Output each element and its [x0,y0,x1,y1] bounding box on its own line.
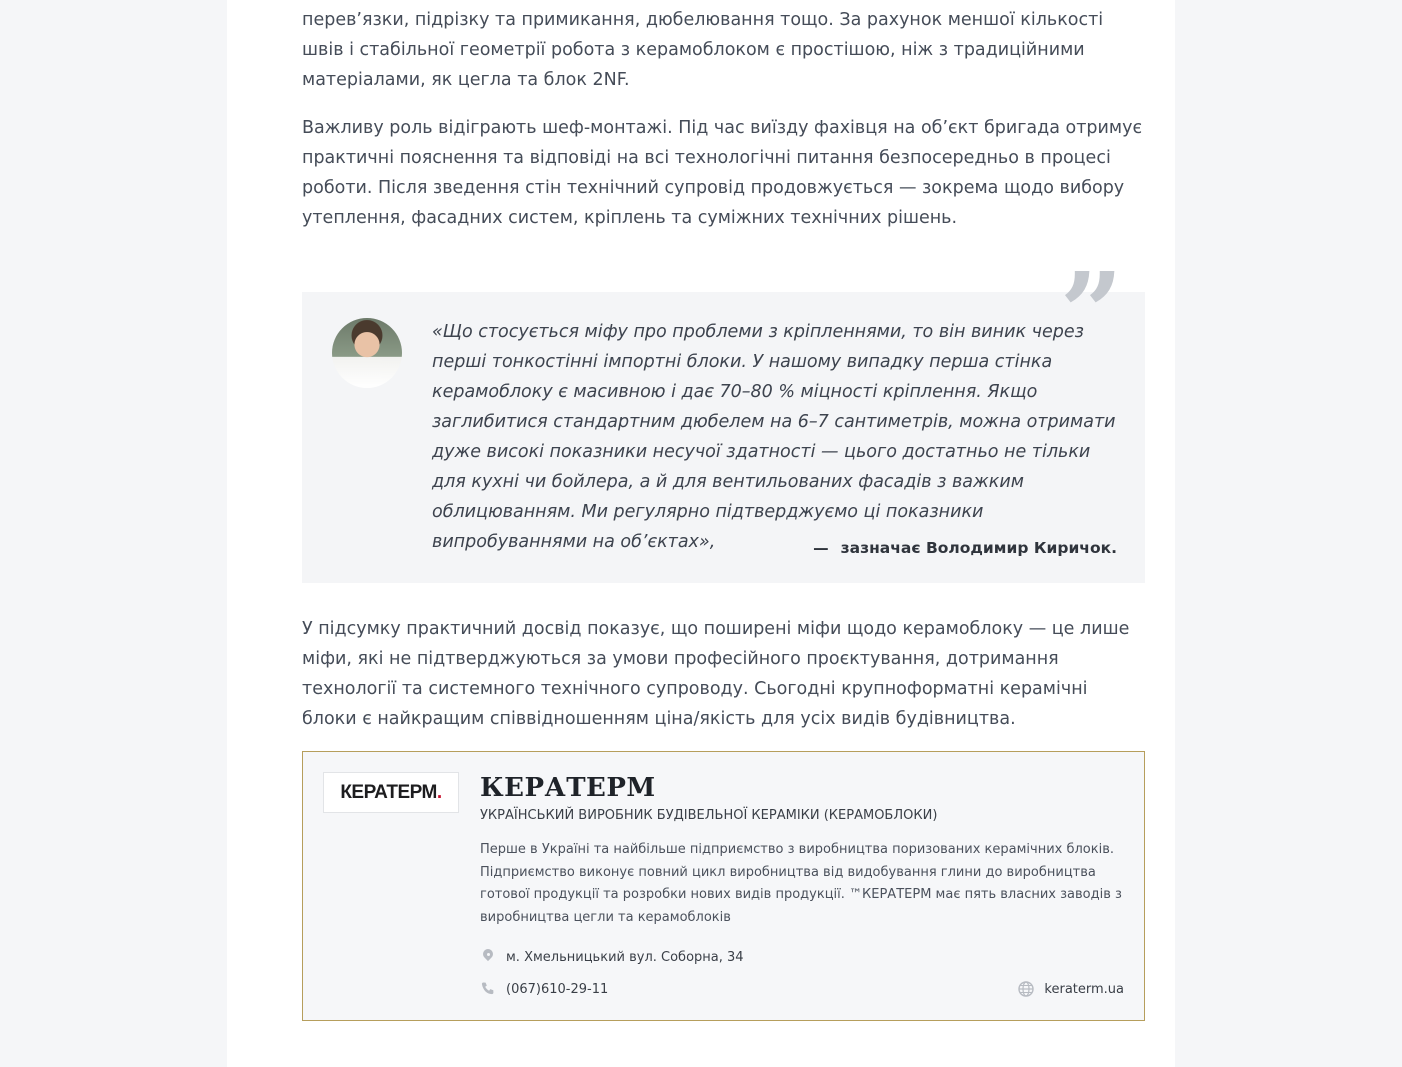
quote-text: «Що стосується міфу про проблеми з кріпленнями, то він виник через перші тонкостінні імпортні блоки. У нашому випадку перша стінка керамоблоку є масивною і дає 70–80 % міцності кріплення. Якщо заглибитися стандартним дюбелем на 6–7 сантиметрів, можна отримати дуже високі показники несучої здатності — цього достатньо не тільки для кухні чи бойлера, а й для вентильованих фасадів з важким облицюванням. Ми регулярно підтверджуємо ці показники випробуваннями на об’єктах», [432,322,1116,552]
company-card [302,751,1145,1021]
company-description: Перше в Україні та найбільше підприємство з виробництва поризованих керамічних блоків. Підприємство виконує повний цикл виробництва від видобування глини до виробництва готової продукції та розробки нових видів продукції. ™КЕРАТЕРМ має пять власних заводів з виробництва цегли та керамоблоків [480,842,1122,925]
article-paragraph: Важливу роль відіграють шеф-монтажі. Під час виїзду фахівця на об’єкт бригада отримує практичні пояснення та відповіді на всі технологічні питання безпосередньо в процесі роботи. Після зведення стін технічний супровід продовжується — зокрема щодо вибору утеплення, фасадних систем, кріплень та суміжних технічних рішень. [302,118,1143,228]
company-website-text: keraterm.ua [1044,981,1124,997]
logo-text: КЕРАТЕРМ [340,781,437,803]
company-subtitle: УКРАЇНСЬКИЙ ВИРОБНИК БУДІВЕЛЬНОЇ КЕРАМІКИ (КЕРАМОБЛОКИ) [480,808,938,823]
company-website[interactable] [1018,981,1124,997]
globe-icon [1018,981,1034,997]
company-logo[interactable] [323,772,459,813]
company-address [480,949,744,965]
avatar [332,318,402,388]
phone-icon [480,981,496,997]
company-phone[interactable] [480,981,608,997]
map-pin-icon [480,949,496,965]
page [227,0,1175,1067]
logo-dot: . [436,781,442,803]
company-address-text: м. Хмельницький вул. Соборна, 34 [506,949,744,965]
blockquote [302,248,1145,583]
quote-dash: — [813,539,829,557]
company-phone-text: (067)610-29-11 [506,981,609,997]
quote-mark-icon: ” [1059,248,1123,377]
company-name[interactable]: КЕРАТЕРМ [480,773,656,803]
article-paragraph: перев’язки, підрізку та примикання, дюбелювання тощо. За рахунок меншої кількості швів і стабільної геометрії робота з керамоблоком є простішою, ніж з традиційними матеріалами, як цегла та блок 2NF. [302,10,1104,90]
article-paragraph: У підсумку практичний досвід показує, що поширені міфи щодо керамоблоку — це лише міфи, які не підтверджуються за умови професійного проєктування, дотримання технології та системного технічного супроводу. Сьогодні крупноформатні керамічні блоки є найкращим співвідношенням ціна/якість для усіх видів будівництва. [302,619,1130,729]
quote-author [813,539,1117,557]
quote-author-name: зазначає Володимир Киричок. [840,539,1117,557]
